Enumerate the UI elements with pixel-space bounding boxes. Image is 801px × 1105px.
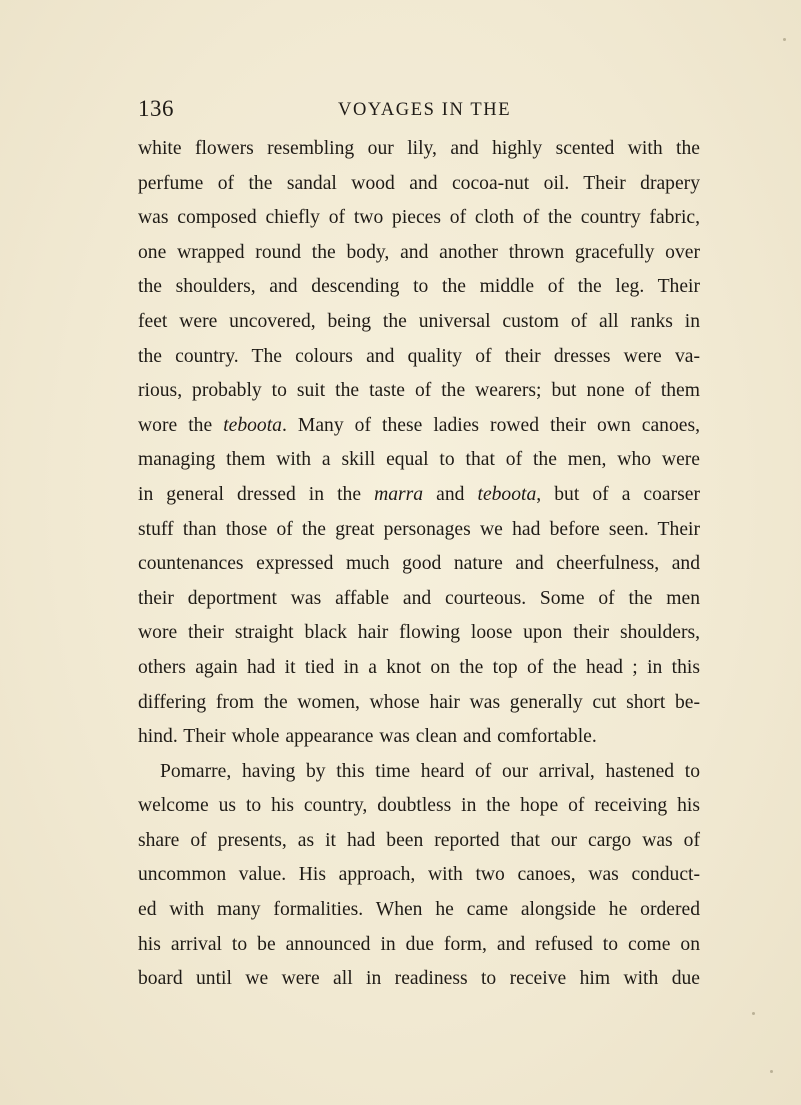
text-line: others again had it tied in a knot on the top of the head ; in this	[138, 656, 700, 678]
text-line: hind. Their whole appearance was clean and comfortable.	[138, 726, 597, 748]
running-head: VOYAGES IN THE	[338, 100, 512, 120]
text-segment: wore the	[138, 414, 224, 436]
text-segment: , but of a coarser	[536, 483, 700, 505]
page-number: 136	[138, 96, 174, 121]
text-line: differing from the women, whose hair was generally cut short be-	[138, 691, 700, 713]
text-line: share of presents, as it had been reported that our cargo was of	[138, 829, 700, 851]
text-segment: and	[423, 483, 478, 505]
text-line: their deportment was affable and courteous. Some of the men	[138, 587, 700, 609]
text-line: uncommon value. His approach, with two canoes, was conduct-	[138, 864, 700, 886]
text-segment: in general dressed in the	[138, 483, 375, 505]
text-line: his arrival to be announced in due form, and refused to come on	[138, 933, 700, 955]
text-line: ed with many formalities. When he came alongside he ordered	[138, 899, 700, 921]
paper-speck	[783, 38, 786, 41]
text-line: perfume of the sandal wood and cocoa-nut oil. Their drapery	[138, 172, 700, 194]
text-line: feet were uncovered, being the universal custom of all ranks in	[138, 310, 700, 332]
italic-term: teboota	[223, 414, 282, 436]
text-line: stuff than those of the great personages we had before seen. Their	[138, 518, 700, 540]
text-line: one wrapped round the body, and another thrown gracefully over	[138, 241, 700, 263]
text-line: white flowers resembling our lily, and highly scented with the	[138, 138, 700, 159]
body-text	[138, 132, 700, 997]
text-line: wore their straight black hair flowing loose upon their shoulders,	[138, 622, 700, 644]
paper-speck	[770, 1070, 773, 1073]
text-line: welcome us to his country, doubtless in the hope of receiving his	[138, 795, 700, 817]
text-line: was composed chiefly of two pieces of cloth of the country fabric,	[138, 207, 700, 229]
text-line	[138, 478, 700, 513]
text-line: board until we were all in readiness to receive him with due	[138, 968, 700, 990]
text-segment: . Many of these ladies rowed their own canoes,	[281, 414, 700, 436]
text-line: Pomarre, having by this time heard of our arrival, hastened to	[160, 760, 700, 782]
italic-term: teboota	[477, 483, 537, 505]
text-line: managing them with a skill equal to that of the men, who were	[138, 449, 700, 471]
page-header	[138, 90, 698, 130]
text-line	[138, 409, 700, 444]
text-line: countenances expressed much good nature and cheerfulness, and	[138, 553, 700, 575]
paper-speck	[752, 1012, 755, 1015]
italic-term: marra	[374, 483, 424, 505]
text-line: rious, probably to suit the taste of the wearers; but none of them	[138, 380, 700, 402]
text-line: the shoulders, and descending to the middle of the leg. Their	[138, 276, 700, 298]
text-line: the country. The colours and quality of their dresses were va-	[138, 345, 700, 367]
